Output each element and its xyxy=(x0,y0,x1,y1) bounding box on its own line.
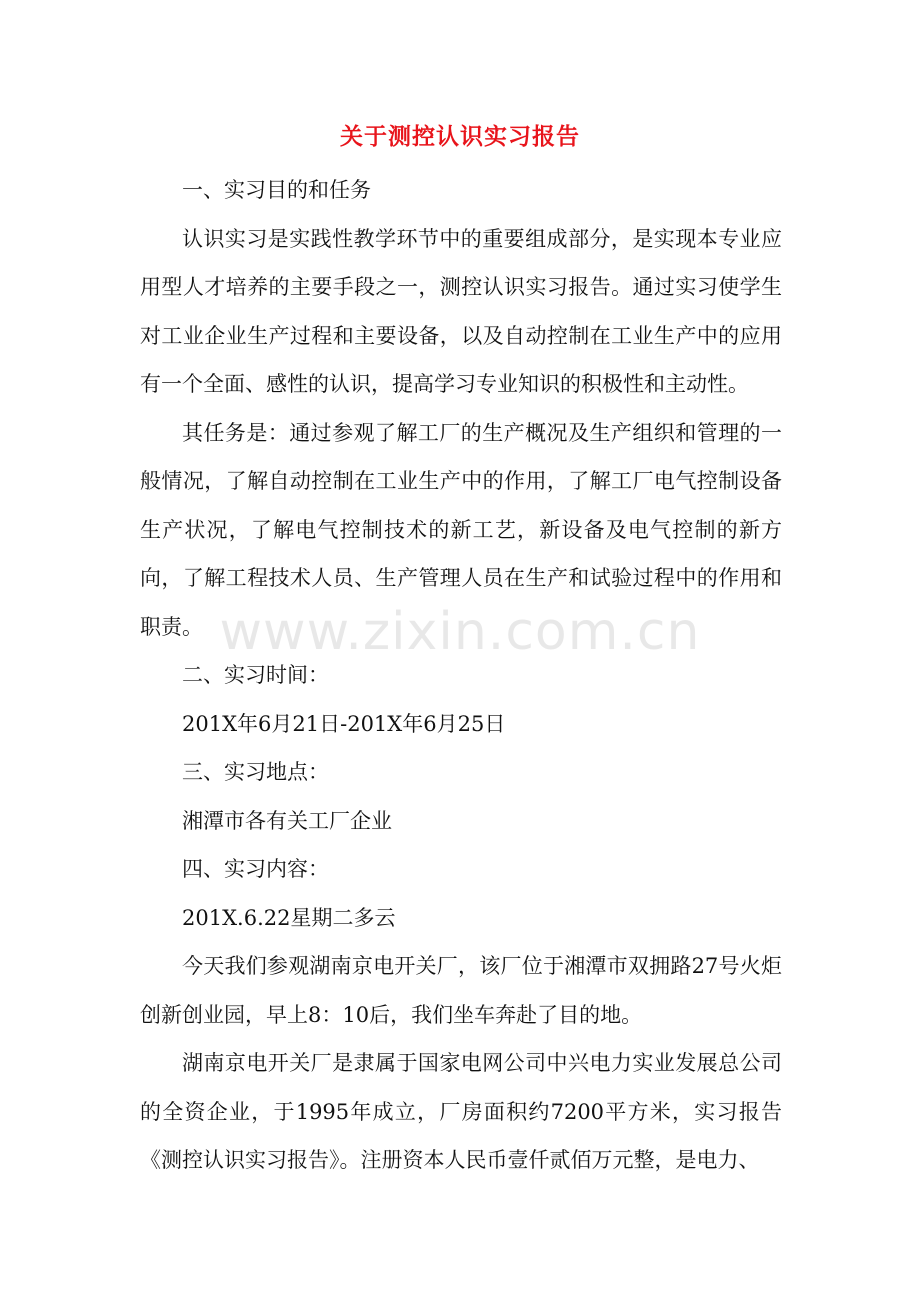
paragraph-visit: 今天我们参观湖南京电开关厂，该厂位于湘潭市双拥路27号火炬创新创业园，早上8：10后，我们坐车奔赴了目的地。 xyxy=(140,954,782,1027)
paragraph-company: 湖南京电开关厂是隶属于国家电网公司中兴电力实业发展总公司的全资企业，于1995年成立，厂房面积约7200平方米，实习报告《测控认识实习报告》。注册资本人民币壹仟贰佰万元整，是电力、 xyxy=(140,1051,782,1172)
section-heading-content: 四、实习内容： xyxy=(182,857,329,881)
watermark: www.zixin.com.cn xyxy=(219,602,701,662)
paragraph-tasks: 其任务是：通过参观了解工厂的生产概况及生产组织和管理的一般情况，了解自动控制在工业生产中的作用，了解工厂电气控制设备生产状况，了解电气控制技术的新工艺，新设备及电气控制的新方向，了解工程技术人员、生产管理人员在生产和试验过程中的作用和职责。 xyxy=(140,420,782,639)
paragraph-location: 湘潭市各有关工厂企业 xyxy=(182,808,392,833)
document-title: 关于测控认识实习报告 xyxy=(340,124,580,150)
document-body xyxy=(140,166,782,1185)
paragraph-intro: 认识实习是实践性教学环节中的重要组成部分，是实现本专业应用型人才培养的主要手段之一，测控认识实习报告。通过实习使学生对工业企业生产过程和主要设备，以及自动控制在工业生产中的应用有一个全面、感性的认识，提高学习专业知识的积极性和主动性。 xyxy=(140,226,782,396)
section-heading-location: 三、实习地点： xyxy=(182,760,329,784)
section-heading-purpose: 一、实习目的和任务 xyxy=(182,178,371,202)
paragraph-date: 201X.6.22星期二多云 xyxy=(182,905,396,930)
section-heading-time: 二、实习时间： xyxy=(182,663,329,687)
paragraph-time: 201X年6月21日-201X年6月25日 xyxy=(182,711,506,736)
